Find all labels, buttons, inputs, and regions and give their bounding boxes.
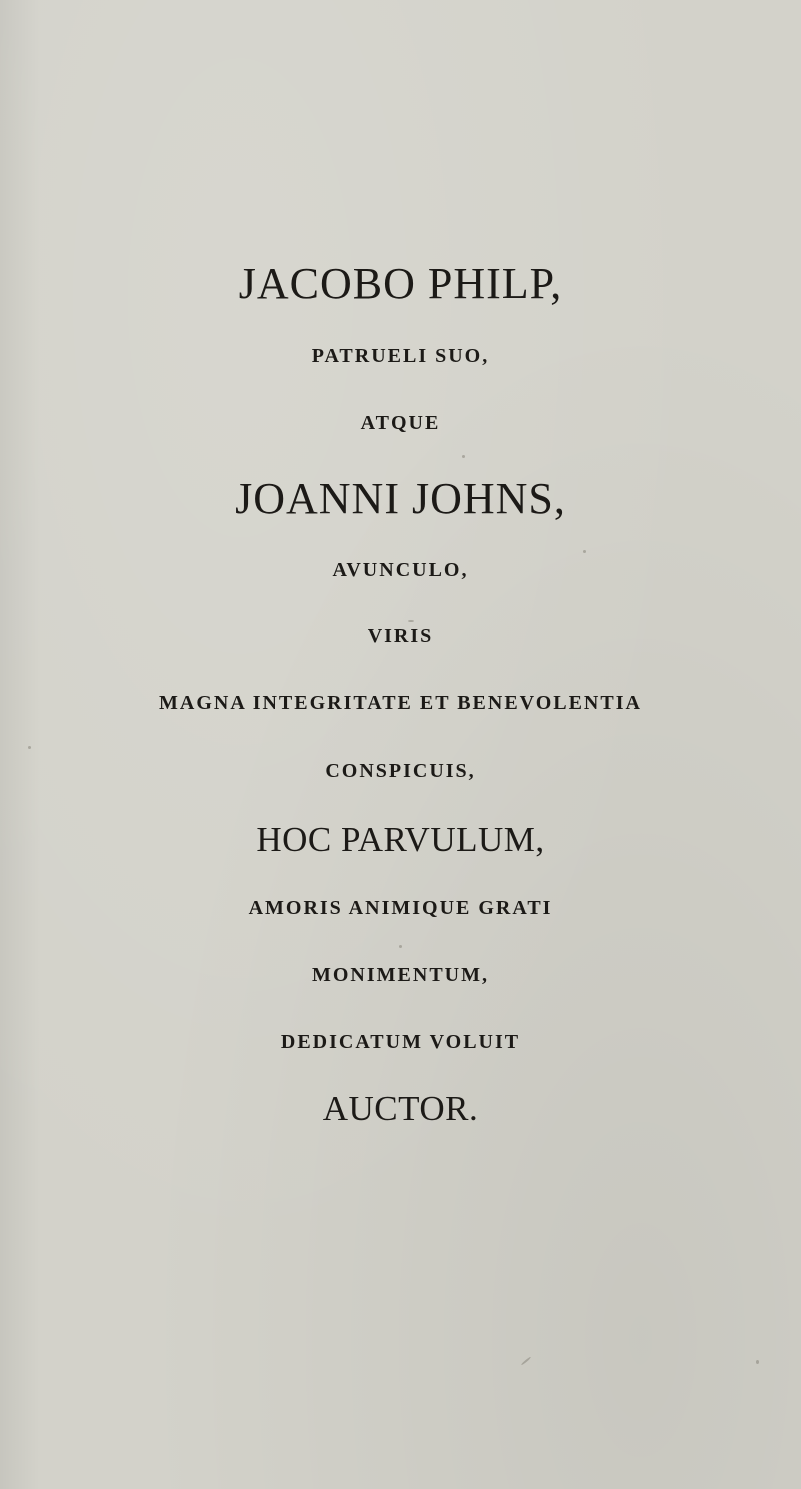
auctor-signature: AUCTOR.: [322, 1089, 479, 1128]
paper-speck: [28, 746, 31, 749]
virtue-line: MAGNA INTEGRITATE ET BENEVOLENTIA: [159, 692, 642, 714]
monimentum-line: MONIMENTUM,: [312, 964, 489, 986]
conspicuis-line: CONSPICUIS,: [325, 760, 476, 782]
paper-speck: [521, 1356, 531, 1365]
work-title-line: HOC PARVULUM,: [256, 820, 545, 859]
relation-line-2: AVUNCULO,: [332, 559, 469, 581]
dedicatee-name-1: JACOBO PHILP,: [238, 259, 563, 308]
paper-speck: [408, 620, 414, 622]
paper-speck: [399, 945, 402, 948]
dedicatee-name-2: JOANNI JOHNS,: [235, 474, 566, 523]
paper-speck: [583, 550, 586, 553]
viris-line: VIRIS: [367, 625, 434, 647]
dedicatum-line: DEDICATUM VOLUIT: [280, 1031, 521, 1053]
conjunction-line: ATQUE: [360, 412, 441, 434]
paper-speck: [756, 1360, 759, 1364]
paper-speck: [462, 455, 465, 458]
amoris-line: AMORIS ANIMIQUE GRATI: [248, 897, 553, 919]
relation-line-1: PATRUELI SUO,: [311, 345, 490, 367]
